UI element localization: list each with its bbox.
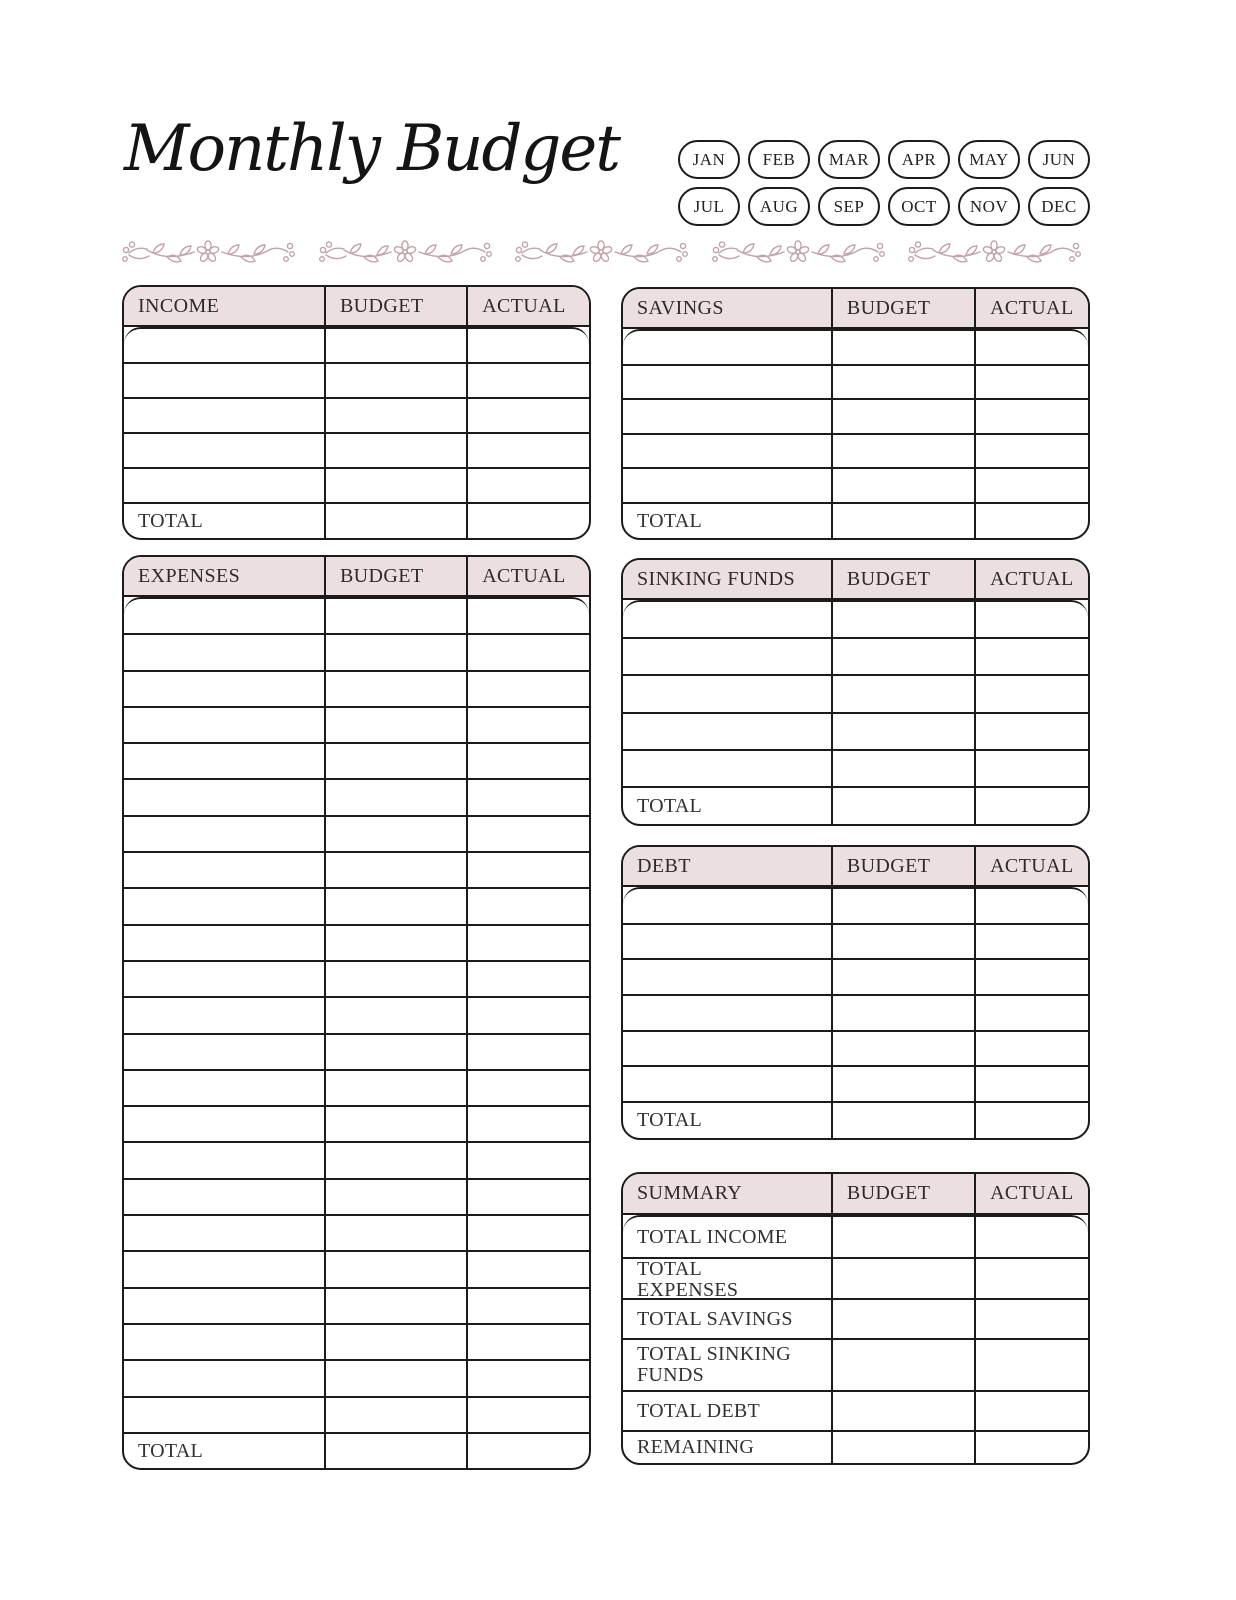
summary-budget-cell[interactable] — [831, 1259, 974, 1301]
entry-name-cell[interactable] — [124, 434, 324, 467]
entry-budget-cell[interactable] — [324, 708, 466, 742]
entry-actual-cell[interactable] — [466, 399, 589, 432]
entry-actual-cell[interactable] — [466, 364, 589, 397]
entry-actual-cell[interactable] — [974, 1067, 1088, 1101]
month-pill-aug[interactable]: AUG — [748, 187, 810, 226]
expenses-table — [122, 555, 591, 1470]
actual-column-header: ACTUAL — [974, 289, 1088, 327]
month-pill-jun[interactable]: JUN — [1028, 140, 1090, 179]
sinking-funds-table — [621, 558, 1090, 826]
entry-name-cell[interactable] — [623, 602, 831, 637]
entry-name-cell[interactable] — [124, 672, 324, 706]
budget-column-header: BUDGET — [324, 557, 466, 595]
entry-row — [623, 712, 1088, 749]
entry-actual-cell[interactable] — [974, 889, 1088, 923]
entry-budget-cell[interactable] — [324, 635, 466, 669]
entry-actual-cell[interactable] — [466, 1398, 589, 1432]
entry-actual-cell[interactable] — [466, 1325, 589, 1359]
entry-budget-cell[interactable] — [324, 744, 466, 778]
savings-total-label: TOTAL — [637, 509, 703, 532]
entry-row — [623, 1065, 1088, 1101]
summary-row — [623, 1217, 1088, 1257]
expenses-total-budget-cell[interactable] — [324, 1434, 466, 1468]
entry-row — [124, 1105, 589, 1141]
floral-vine-motif — [906, 237, 1082, 269]
entry-actual-cell[interactable] — [466, 817, 589, 851]
entry-name-cell[interactable] — [124, 329, 324, 362]
entry-actual-cell[interactable] — [974, 714, 1088, 749]
budget-column-header: BUDGET — [831, 289, 974, 327]
entry-name-cell[interactable] — [124, 744, 324, 778]
entry-row — [124, 362, 589, 397]
entry-budget-cell[interactable] — [324, 780, 466, 814]
summary-actual-cell[interactable] — [974, 1217, 1088, 1257]
entry-actual-cell[interactable] — [466, 672, 589, 706]
entry-name-cell[interactable] — [623, 331, 831, 364]
entry-budget-cell[interactable] — [324, 817, 466, 851]
entry-name-cell[interactable] — [124, 817, 324, 851]
entry-actual-cell[interactable] — [974, 676, 1088, 711]
entry-row — [124, 1323, 589, 1359]
entry-actual-cell[interactable] — [466, 853, 589, 887]
entry-actual-cell[interactable] — [466, 469, 589, 502]
entry-name-cell[interactable] — [124, 1289, 324, 1323]
budget-column-header: BUDGET — [831, 560, 974, 598]
entry-name-cell[interactable] — [124, 926, 324, 960]
entry-row — [124, 1214, 589, 1250]
entry-name-cell[interactable] — [623, 751, 831, 786]
entry-budget-cell[interactable] — [831, 960, 974, 994]
entry-budget-cell[interactable] — [831, 331, 974, 364]
entry-name-cell[interactable] — [124, 998, 324, 1032]
entry-row — [623, 602, 1088, 637]
entry-name-cell[interactable] — [623, 676, 831, 711]
entry-actual-cell[interactable] — [974, 639, 1088, 674]
entry-row — [623, 958, 1088, 994]
debt-total-row — [623, 1101, 1088, 1138]
savings-table-body — [623, 329, 1088, 502]
entry-name-cell[interactable] — [124, 962, 324, 996]
sinking-funds-total-row — [623, 786, 1088, 824]
entry-name-cell[interactable] — [124, 889, 324, 923]
entry-budget-cell[interactable] — [831, 925, 974, 959]
entry-actual-cell[interactable] — [466, 926, 589, 960]
entry-budget-cell[interactable] — [831, 751, 974, 786]
entry-actual-cell[interactable] — [974, 469, 1088, 502]
budget-column-header: BUDGET — [324, 287, 466, 325]
summary-row-label: TOTAL INCOME — [637, 1225, 788, 1248]
entry-name-cell[interactable] — [124, 1361, 324, 1395]
entry-row — [124, 670, 589, 706]
debt-table — [621, 845, 1090, 1140]
summary-row-label: TOTAL SINKING FUNDS — [637, 1343, 791, 1386]
entry-budget-cell[interactable] — [831, 366, 974, 399]
entry-row — [623, 889, 1088, 923]
income-total-row — [124, 502, 589, 538]
entry-budget-cell[interactable] — [324, 1361, 466, 1395]
month-pill-may[interactable]: MAY — [958, 140, 1020, 179]
sinking-funds-table-body — [623, 600, 1088, 786]
entry-budget-cell[interactable] — [324, 434, 466, 467]
debt-table-body — [623, 887, 1088, 1101]
entry-budget-cell[interactable] — [324, 1252, 466, 1286]
entry-actual-cell[interactable] — [466, 998, 589, 1032]
month-pill-nov[interactable]: NOV — [958, 187, 1020, 226]
entry-row — [124, 1359, 589, 1395]
entry-name-cell[interactable] — [124, 708, 324, 742]
debt-total-actual-cell[interactable] — [974, 1103, 1088, 1138]
entry-name-cell[interactable] — [623, 925, 831, 959]
entry-row — [124, 815, 589, 851]
entry-row — [124, 1141, 589, 1177]
entry-budget-cell[interactable] — [324, 889, 466, 923]
entry-actual-cell[interactable] — [466, 1180, 589, 1214]
entry-actual-cell[interactable] — [466, 780, 589, 814]
summary-budget-cell[interactable] — [831, 1217, 974, 1257]
summary-row — [623, 1338, 1088, 1390]
month-pill-oct[interactable]: OCT — [888, 187, 950, 226]
entry-actual-cell[interactable] — [466, 1107, 589, 1141]
entry-budget-cell[interactable] — [324, 1143, 466, 1177]
entry-actual-cell[interactable] — [974, 1032, 1088, 1066]
actual-column-header: ACTUAL — [466, 287, 589, 325]
entry-budget-cell[interactable] — [831, 435, 974, 468]
entry-name-cell[interactable] — [124, 780, 324, 814]
entry-row — [124, 329, 589, 362]
page-title: Monthly Budget — [124, 112, 619, 186]
entry-budget-cell[interactable] — [324, 599, 466, 633]
floral-vine-motif — [120, 237, 296, 269]
entry-actual-cell[interactable] — [466, 434, 589, 467]
entry-actual-cell[interactable] — [466, 889, 589, 923]
entry-name-cell[interactable] — [124, 1035, 324, 1069]
month-pill-dec[interactable]: DEC — [1028, 187, 1090, 226]
entry-actual-cell[interactable] — [466, 329, 589, 362]
entry-actual-cell[interactable] — [466, 1289, 589, 1323]
entry-budget-cell[interactable] — [324, 672, 466, 706]
entry-actual-cell[interactable] — [974, 400, 1088, 433]
entry-budget-cell[interactable] — [324, 1071, 466, 1105]
summary-actual-cell[interactable] — [974, 1432, 1088, 1463]
summary-row-label: REMAINING — [637, 1436, 755, 1458]
entry-actual-cell[interactable] — [466, 635, 589, 669]
floral-vine-motif — [513, 237, 689, 269]
income-table-header — [124, 287, 589, 327]
entry-budget-cell[interactable] — [324, 399, 466, 432]
entry-budget-cell[interactable] — [324, 1289, 466, 1323]
entry-budget-cell[interactable] — [324, 853, 466, 887]
entry-name-cell[interactable] — [623, 639, 831, 674]
entry-row — [623, 398, 1088, 433]
entry-actual-cell[interactable] — [974, 996, 1088, 1030]
month-pill-sep[interactable]: SEP — [818, 187, 880, 226]
summary-budget-cell[interactable] — [831, 1432, 974, 1463]
debt-total-budget-cell[interactable] — [831, 1103, 974, 1138]
entry-actual-cell[interactable] — [974, 366, 1088, 399]
summary-row — [623, 1257, 1088, 1301]
summary-table — [621, 1172, 1090, 1465]
entry-budget-cell[interactable] — [831, 714, 974, 749]
entry-budget-cell[interactable] — [324, 1325, 466, 1359]
income-column-header: INCOME — [138, 294, 220, 317]
month-pill-feb[interactable]: FEB — [748, 140, 810, 179]
summary-budget-cell[interactable] — [831, 1392, 974, 1430]
entry-name-cell[interactable] — [124, 364, 324, 397]
entry-budget-cell[interactable] — [831, 1067, 974, 1101]
entry-row — [124, 1033, 589, 1069]
entry-row — [124, 960, 589, 996]
actual-column-header: ACTUAL — [974, 1174, 1088, 1213]
actual-column-header: ACTUAL — [974, 560, 1088, 598]
summary-row-label: TOTAL SAVINGS — [637, 1307, 793, 1330]
debt-column-header: DEBT — [637, 854, 691, 877]
left-column — [122, 285, 591, 1470]
entry-actual-cell[interactable] — [466, 962, 589, 996]
entry-budget-cell[interactable] — [831, 639, 974, 674]
budget-column-header: BUDGET — [831, 1174, 974, 1213]
entry-budget-cell[interactable] — [831, 469, 974, 502]
entry-name-cell[interactable] — [124, 1180, 324, 1214]
entry-name-cell[interactable] — [623, 469, 831, 502]
savings-table — [621, 287, 1090, 540]
entry-row — [623, 433, 1088, 468]
expenses-table-body — [124, 597, 589, 1432]
entry-actual-cell[interactable] — [466, 1252, 589, 1286]
entry-name-cell[interactable] — [124, 1398, 324, 1432]
income-total-label: TOTAL — [138, 509, 204, 532]
entry-budget-cell[interactable] — [831, 889, 974, 923]
expenses-total-actual-cell[interactable] — [466, 1434, 589, 1468]
entry-name-cell[interactable] — [124, 853, 324, 887]
summary-actual-cell[interactable] — [974, 1259, 1088, 1301]
right-column — [621, 285, 1090, 1470]
summary-column-header: SUMMARY — [637, 1182, 743, 1204]
entry-name-cell[interactable] — [124, 1071, 324, 1105]
month-row-jan-jun — [678, 140, 1090, 179]
floral-divider — [120, 237, 1082, 269]
debt-table-header — [623, 847, 1088, 887]
entry-row — [623, 674, 1088, 711]
entry-budget-cell[interactable] — [324, 962, 466, 996]
entry-row — [623, 1030, 1088, 1066]
sinking-funds-column-header: SINKING FUNDS — [637, 567, 795, 590]
entry-row — [124, 599, 589, 633]
entry-row — [124, 887, 589, 923]
entry-actual-cell[interactable] — [974, 960, 1088, 994]
entry-name-cell[interactable] — [623, 366, 831, 399]
income-total-budget-cell[interactable] — [324, 504, 466, 538]
entry-budget-cell[interactable] — [324, 998, 466, 1032]
entry-row — [124, 996, 589, 1032]
expenses-table-header — [124, 557, 589, 597]
entry-row — [124, 432, 589, 467]
entry-row — [623, 331, 1088, 364]
entry-budget-cell[interactable] — [324, 926, 466, 960]
entry-row — [623, 994, 1088, 1030]
entry-name-cell[interactable] — [124, 1325, 324, 1359]
summary-row-label: TOTAL EXPENSES — [637, 1258, 739, 1301]
floral-vine-motif — [317, 237, 493, 269]
entry-budget-cell[interactable] — [324, 1216, 466, 1250]
entry-name-cell[interactable] — [124, 399, 324, 432]
income-table-body — [124, 327, 589, 502]
entry-row — [124, 1069, 589, 1105]
entry-name-cell[interactable] — [124, 1252, 324, 1286]
expenses-column-header: EXPENSES — [138, 564, 241, 587]
entry-actual-cell[interactable] — [466, 1071, 589, 1105]
entry-row — [124, 706, 589, 742]
entry-actual-cell[interactable] — [466, 708, 589, 742]
savings-total-row — [623, 502, 1088, 538]
entry-name-cell[interactable] — [124, 1107, 324, 1141]
sinking-funds-table-header — [623, 560, 1088, 600]
income-table — [122, 285, 591, 540]
entry-budget-cell[interactable] — [324, 1398, 466, 1432]
entry-name-cell[interactable] — [623, 714, 831, 749]
entry-budget-cell[interactable] — [831, 602, 974, 637]
month-pill-jan[interactable]: JAN — [678, 140, 740, 179]
summary-actual-cell[interactable] — [974, 1340, 1088, 1390]
debt-total-label: TOTAL — [637, 1109, 703, 1131]
savings-column-header: SAVINGS — [637, 296, 724, 319]
entry-row — [124, 1396, 589, 1432]
summary-actual-cell[interactable] — [974, 1300, 1088, 1338]
actual-column-header: ACTUAL — [974, 847, 1088, 885]
summary-table-header — [623, 1174, 1088, 1215]
entry-actual-cell[interactable] — [466, 1216, 589, 1250]
floral-vine-motif — [710, 237, 886, 269]
entry-budget-cell[interactable] — [831, 676, 974, 711]
actual-column-header: ACTUAL — [466, 557, 589, 595]
entry-actual-cell[interactable] — [974, 925, 1088, 959]
summary-actual-cell[interactable] — [974, 1392, 1088, 1430]
entry-actual-cell[interactable] — [974, 331, 1088, 364]
budget-column-header: BUDGET — [831, 847, 974, 885]
entry-row — [623, 467, 1088, 502]
entry-name-cell[interactable] — [623, 889, 831, 923]
savings-table-header — [623, 289, 1088, 329]
summary-row — [623, 1430, 1088, 1463]
entry-row — [124, 851, 589, 887]
month-pill-mar[interactable]: MAR — [818, 140, 880, 179]
month-selector — [678, 140, 1090, 226]
entry-row — [124, 633, 589, 669]
entry-budget-cell[interactable] — [831, 1032, 974, 1066]
expenses-total-label: TOTAL — [138, 1439, 204, 1462]
summary-budget-cell[interactable] — [831, 1340, 974, 1390]
entry-row — [124, 924, 589, 960]
month-pill-apr[interactable]: APR — [888, 140, 950, 179]
entry-name-cell[interactable] — [124, 469, 324, 502]
entry-name-cell[interactable] — [124, 599, 324, 633]
entry-row — [623, 923, 1088, 959]
entry-actual-cell[interactable] — [466, 1143, 589, 1177]
entry-budget-cell[interactable] — [831, 996, 974, 1030]
summary-budget-cell[interactable] — [831, 1300, 974, 1338]
entry-budget-cell[interactable] — [324, 469, 466, 502]
entry-actual-cell[interactable] — [974, 435, 1088, 468]
entry-budget-cell[interactable] — [324, 1180, 466, 1214]
entry-name-cell[interactable] — [623, 960, 831, 994]
entry-row — [124, 397, 589, 432]
entry-row — [623, 749, 1088, 786]
entry-actual-cell[interactable] — [466, 1035, 589, 1069]
entry-name-cell[interactable] — [623, 1067, 831, 1101]
sinking-funds-total-label: TOTAL — [637, 794, 703, 817]
entry-name-cell[interactable] — [124, 1216, 324, 1250]
entry-budget-cell[interactable] — [324, 1035, 466, 1069]
summary-row — [623, 1298, 1088, 1338]
summary-row — [623, 1390, 1088, 1430]
summary-row-label: TOTAL DEBT — [637, 1399, 761, 1422]
entry-budget-cell[interactable] — [324, 1107, 466, 1141]
month-row-jul-dec — [678, 187, 1090, 226]
entry-row — [124, 778, 589, 814]
savings-total-actual-cell[interactable] — [974, 504, 1088, 538]
entry-actual-cell[interactable] — [974, 751, 1088, 786]
entry-actual-cell[interactable] — [466, 744, 589, 778]
entry-row — [124, 1250, 589, 1286]
entry-budget-cell[interactable] — [324, 364, 466, 397]
entry-name-cell[interactable] — [124, 1143, 324, 1177]
entry-name-cell[interactable] — [623, 996, 831, 1030]
entry-name-cell[interactable] — [623, 400, 831, 433]
month-pill-jul[interactable]: JUL — [678, 187, 740, 226]
sinking-funds-total-budget-cell[interactable] — [831, 788, 974, 824]
expenses-total-row — [124, 1432, 589, 1468]
entry-row — [124, 1287, 589, 1323]
tables-grid — [122, 285, 1090, 1470]
entry-budget-cell[interactable] — [324, 329, 466, 362]
entry-name-cell[interactable] — [623, 435, 831, 468]
entry-name-cell[interactable] — [124, 635, 324, 669]
sinking-funds-total-actual-cell[interactable] — [974, 788, 1088, 824]
entry-budget-cell[interactable] — [831, 400, 974, 433]
entry-name-cell[interactable] — [623, 1032, 831, 1066]
entry-row — [124, 1178, 589, 1214]
entry-row — [124, 467, 589, 502]
entry-row — [623, 637, 1088, 674]
entry-row — [124, 742, 589, 778]
savings-total-budget-cell[interactable] — [831, 504, 974, 538]
entry-actual-cell[interactable] — [466, 599, 589, 633]
entry-actual-cell[interactable] — [466, 1361, 589, 1395]
summary-table-body — [623, 1215, 1088, 1463]
entry-row — [623, 364, 1088, 399]
income-total-actual-cell[interactable] — [466, 504, 589, 538]
entry-actual-cell[interactable] — [974, 602, 1088, 637]
